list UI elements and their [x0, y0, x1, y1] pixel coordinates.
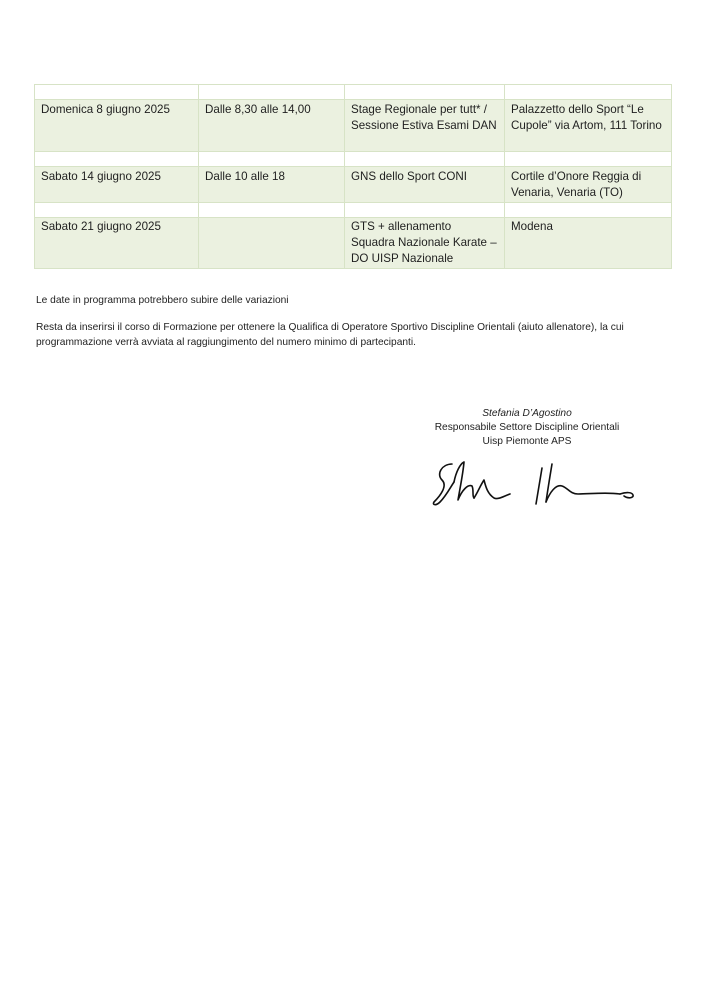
training-note: Resta da inserirsi il corso di Formazione per ottenere la Qualifica di Operatore Sportivo Discipline Orientali (aiuto allenatore), la cui programmazione verrà avviata al raggiungimento del numero minimo di partecipanti.	[36, 322, 624, 348]
signer-name: Stefania D’Agostino	[482, 408, 572, 419]
time-cell	[199, 218, 345, 269]
table-spacer-row	[35, 85, 672, 100]
date-cell: Sabato 14 giugno 2025	[35, 167, 199, 203]
variations-note: Le date in programma potrebbero subire delle variazioni	[36, 295, 289, 306]
signature-block	[400, 407, 654, 449]
signer-role: Responsabile Settore Discipline Orientali	[434, 422, 620, 433]
event-cell: GTS + allenamento Squadra Nazionale Karate – DO UISP Nazionale	[345, 218, 505, 269]
schedule-table	[34, 84, 672, 269]
date-cell: Domenica 8 giugno 2025	[35, 100, 199, 152]
time-cell: Dalle 10 alle 18	[199, 167, 345, 203]
location-cell: Cortile d’Onore Reggia di Venaria, Venaria (TO)	[505, 167, 672, 203]
event-cell: Stage Regionale per tutt* / Sessione Estiva Esami DAN	[345, 100, 505, 152]
signer-organization: Uisp Piemonte APS	[482, 436, 572, 447]
location-cell: Palazzetto dello Sport “Le Cupole” via Artom, 111 Torino	[505, 100, 672, 152]
time-cell: Dalle 8,30 alle 14,00	[199, 100, 345, 152]
handwritten-signature	[430, 458, 640, 510]
table-row	[35, 100, 672, 152]
table-spacer-row	[35, 152, 672, 167]
date-cell: Sabato 21 giugno 2025	[35, 218, 199, 269]
table-row	[35, 218, 672, 269]
table-row	[35, 167, 672, 203]
event-cell: GNS dello Sport CONI	[345, 167, 505, 203]
location-cell: Modena	[505, 218, 672, 269]
table-spacer-row	[35, 203, 672, 218]
